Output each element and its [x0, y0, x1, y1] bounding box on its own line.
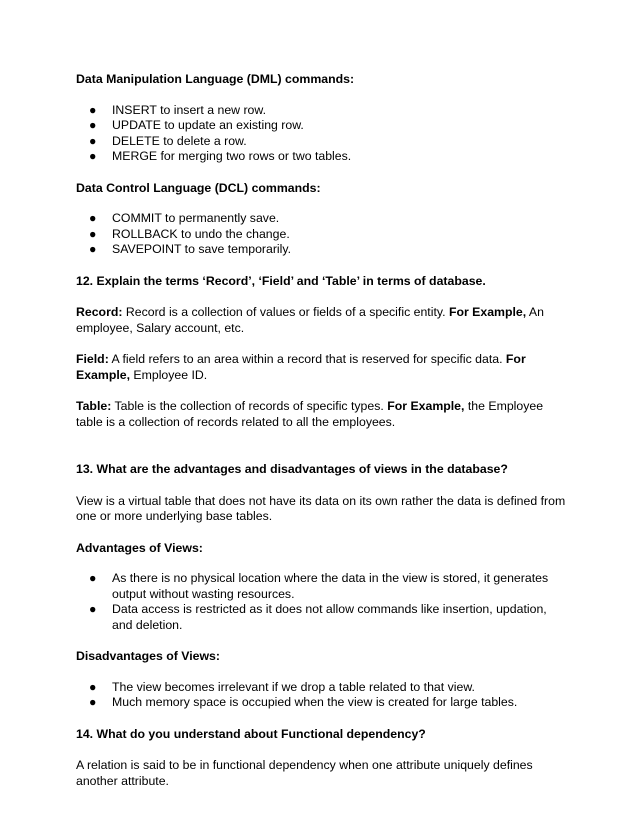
field-example-label: For Example,: [76, 352, 526, 382]
q14-heading: 14. What do you understand about Functional dependency?: [76, 726, 426, 741]
dml-list: [76, 103, 568, 165]
functional-dependency-definition: A relation is said to be in functional dependency when one attribute uniquely defines another attribute.: [76, 758, 533, 788]
bullet-icon: ●: [89, 679, 97, 694]
bullet-icon: ●: [89, 602, 97, 616]
list-item: ● The view becomes irrelevant if we drop a table related to that view.: [89, 679, 475, 694]
table-example-label: For Example,: [387, 399, 465, 413]
list-item: ● Data access is restricted as it does not allow commands like insertion, updation, and deletion.: [89, 602, 547, 632]
bullet-icon: ●: [89, 133, 97, 148]
bullet-icon: ●: [89, 118, 97, 132]
record-definition: Record: Record is a collection of values or fields of a specific entity. For Example, An employee, Salary account, etc.: [76, 305, 544, 335]
bullet-icon: ●: [89, 102, 97, 117]
record-example-label: For Example,: [448, 305, 527, 319]
advantages-heading: Advantages of Views:: [76, 540, 203, 555]
bullet-icon: ●: [89, 242, 97, 256]
bullet-icon: ●: [89, 571, 97, 585]
list-item: ● DELETE to delete a row.: [89, 133, 247, 148]
list-item: ● UPDATE to update an existing row.: [89, 118, 304, 132]
bullet-icon: ●: [89, 226, 97, 241]
q12-heading: 12. Explain the terms ‘Record’, ‘Field’ and ‘Table’ in terms of database.: [76, 273, 486, 288]
views-intro: View is a virtual table that does not have its data on its own rather the data is defined from one or more underlying base tables.: [76, 493, 566, 523]
q13-heading: 13. What are the advantages and disadvantages of views in the database?: [76, 462, 508, 476]
field-definition: Field: A field refers to an area within a record that is reserved for specific data. For Example, Employee ID.: [76, 352, 526, 382]
dcl-list: [76, 211, 568, 258]
bullet-icon: ●: [89, 149, 97, 163]
disadvantages-list: [76, 680, 568, 711]
advantages-list: [76, 571, 568, 633]
list-item: ● SAVEPOINT to save temporarily.: [89, 242, 292, 256]
list-item: ● COMMIT to permanently save.: [89, 211, 280, 225]
list-item: ● ROLLBACK to undo the change.: [89, 226, 290, 241]
table-label: Table:: [76, 399, 112, 413]
list-item: ● MERGE for merging two rows or two tables.: [89, 149, 352, 163]
table-definition: Table: Table is the collection of records of specific types. For Example, the Employee table is a collection of records related to all the employees.: [76, 399, 544, 429]
list-item: ● Much memory space is occupied when the view is created for large tables.: [89, 695, 518, 709]
dcl-heading: Data Control Language (DCL) commands:: [76, 180, 321, 195]
record-label: Record:: [76, 305, 123, 319]
bullet-icon: ●: [89, 695, 97, 709]
bullet-icon: ●: [89, 211, 97, 225]
field-label: Field:: [76, 352, 109, 366]
dml-heading: Data Manipulation Language (DML) commands:: [76, 72, 355, 86]
list-item: ● INSERT to insert a new row.: [89, 102, 267, 117]
disadvantages-heading: Disadvantages of Views:: [76, 649, 220, 663]
list-item: ● As there is no physical location where the data in the view is stored, it generates output without wasting resources.: [89, 571, 549, 601]
